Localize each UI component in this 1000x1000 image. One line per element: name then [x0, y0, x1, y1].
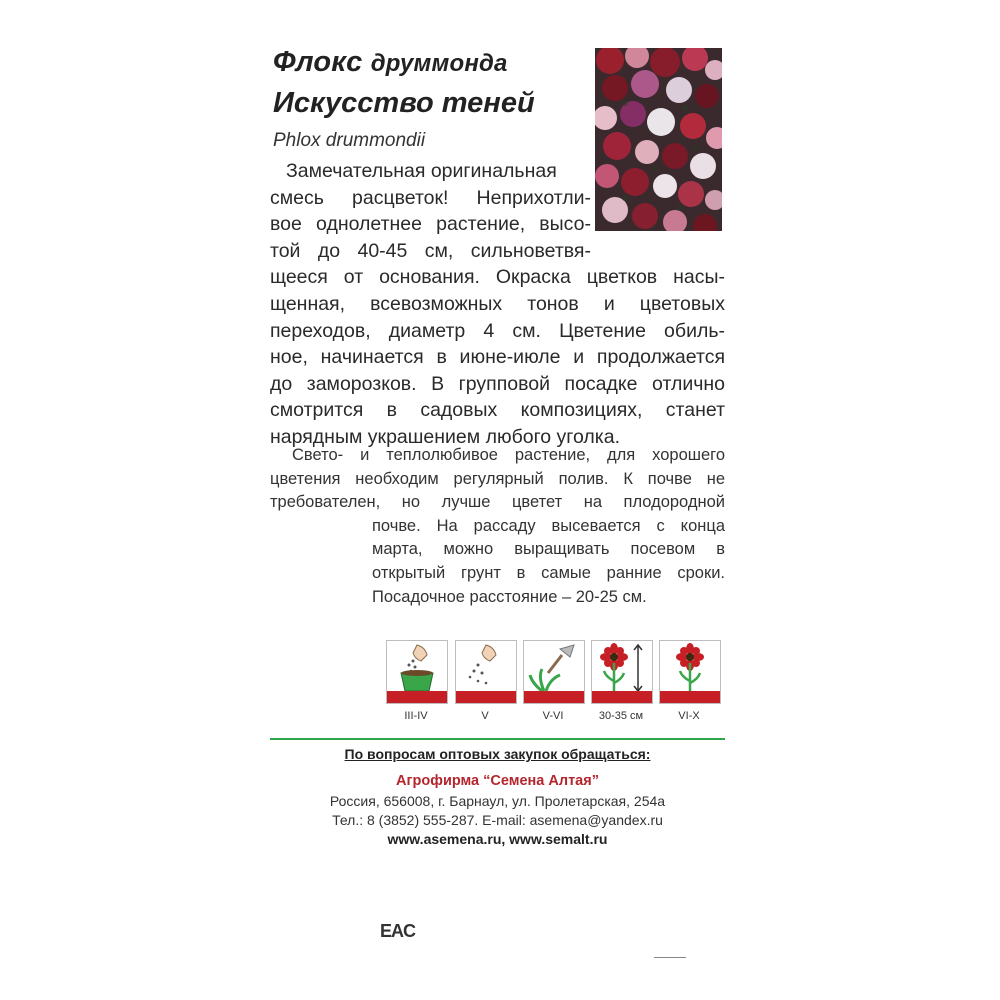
plant-height-icon: [591, 640, 653, 704]
desc2-line: открытый грунт в самые ранние сроки.: [372, 563, 725, 582]
desc2-line: Свето- и теплолюбивое растение, для хорошего: [292, 446, 725, 464]
company-name: Агрофирма “Семена Алтая”: [396, 773, 599, 789]
icon-label: V: [481, 710, 489, 722]
variety-name: Искусство теней: [273, 87, 535, 119]
desc-line: ное, начинается в июне-июле и продолжается: [270, 346, 725, 369]
company-phone-email: Тел.: 8 (3852) 555-287. E-mail: asemena@yandex.ru: [332, 812, 663, 828]
desc2-line: требователен, но лучше цветет на плодородной: [270, 493, 725, 512]
icon-label: V-VI: [542, 710, 564, 722]
desc-line: до заморозков. В групповой посадке отлично: [270, 372, 725, 395]
sowing-in-ground-icon: [455, 640, 517, 704]
icon-label: III-IV: [404, 710, 428, 722]
desc-line: щееся от основания. Окраска цветков насы-: [270, 266, 725, 289]
eac-certification-mark: EAC: [380, 921, 416, 941]
desc-line: переходов, диаметр 4 см. Цветение обиль-: [270, 319, 725, 342]
sowing-in-pot-icon: [386, 640, 448, 704]
product-title: [273, 46, 508, 79]
company-websites: www.asemena.ru, www.semalt.ru: [387, 831, 608, 847]
flowering-icon: [659, 640, 721, 704]
cut-mark: [654, 957, 686, 958]
desc-line: Замечательная оригинальная: [286, 160, 557, 182]
description-paragraph-1: [270, 158, 725, 451]
desc2-line: марта, можно выращивать посевом в: [372, 540, 725, 559]
description-paragraph-2: [270, 444, 725, 609]
desc2-line: Посадочное расстояние – 20-25 см.: [372, 587, 647, 606]
desc-line: смесь расцветок! Неприхотли-: [270, 186, 591, 209]
transplanting-icon: [523, 640, 585, 704]
desc2-line: почве. На рассаду высевается с конца: [372, 516, 725, 535]
title-name-main: Флокс: [273, 46, 363, 78]
desc-line: вое однолетнее растение, высо-: [270, 213, 591, 236]
company-address: Россия, 656008, г. Барнаул, ул. Пролетарская, 254а: [329, 793, 666, 809]
desc-line: той до 40-45 см, сильноветвя-: [270, 239, 591, 262]
title-name-sub: друммонда: [370, 50, 508, 77]
desc-line: нарядным украшением любого уголка.: [270, 425, 620, 448]
icon-label: 30-35 см: [598, 710, 644, 722]
latin-name: Phlox drummondii: [273, 130, 426, 151]
icon-label: VI-X: [678, 710, 700, 722]
divider: [270, 738, 725, 740]
contacts-heading: По вопросам оптовых закупок обращаться:: [344, 746, 651, 762]
desc2-line: цветения необходим регулярный полив. К почве не: [270, 469, 725, 488]
desc-line: смотрится в садовых композициях, станет: [270, 399, 725, 422]
desc-line: щенная, всевозможных тонов и цветовых: [270, 292, 725, 315]
